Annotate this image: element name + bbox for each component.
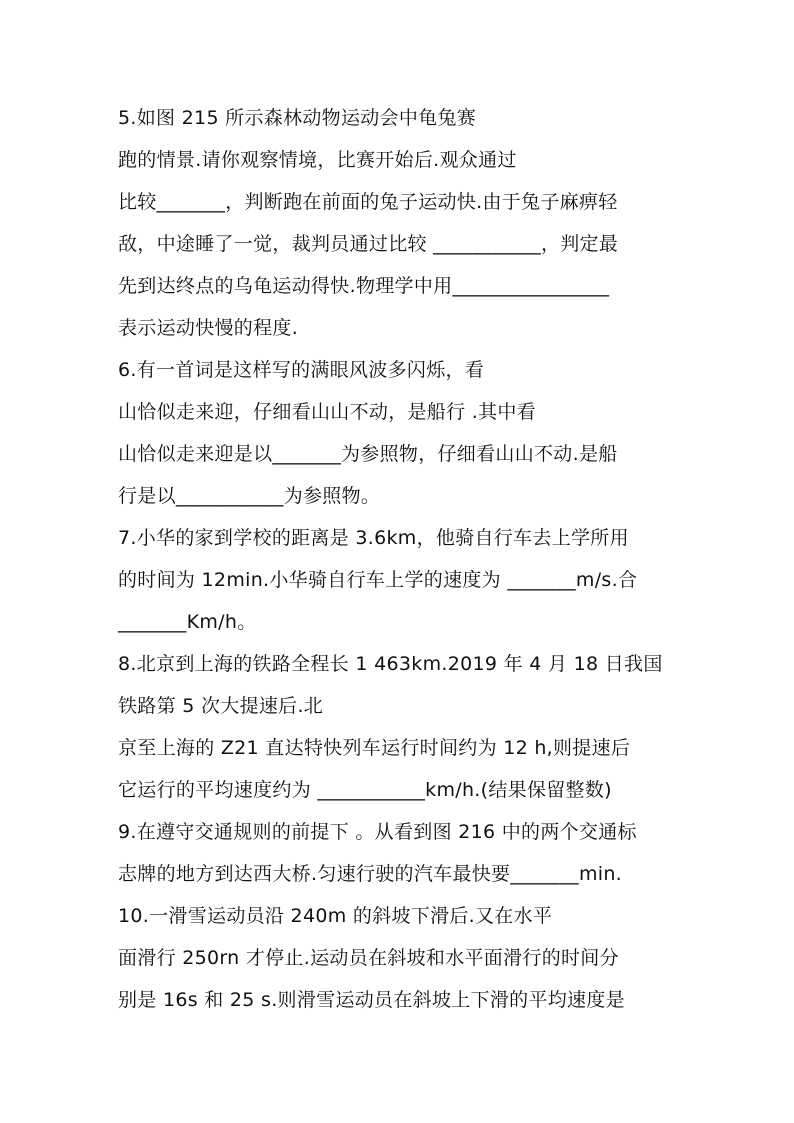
q9-line-1: 9.在遵守交通规则的前提下 。从看到图 216 中的两个交通标	[118, 821, 637, 843]
q6-line-1: 6.有一首词是这样写的满眼风波多闪烁，看	[118, 359, 485, 381]
q5-line-3: 比较_______，判断跑在前面的兔子运动快.由于兔子麻痹轻	[118, 191, 618, 213]
q6-line-4: 行是以___________为参照物。	[118, 485, 381, 507]
q7-line-1: 7.小华的家到学校的距离是 3.6km，他骑自行车去上学所用	[118, 527, 629, 549]
q7-line-2: 的时间为 12min.小华骑自行车上学的速度为 _______m/s.合	[118, 569, 638, 591]
q5-line-2: 跑的情景.请你观察情境，比赛开始后.观众通过	[118, 149, 517, 171]
q8-line-2: 铁路第 5 次大提速后.北	[118, 695, 324, 717]
q10-line-1: 10.一滑雪运动员沿 240m 的斜坡下滑后.又在水平	[118, 905, 553, 927]
q5-line-1: 5.如图 215 所示森林动物运动会中龟兔赛	[118, 107, 477, 129]
q8-line-1: 8.北京到上海的铁路全程长 1 463km.2019 年 4 月 18 日我国	[118, 653, 663, 675]
q6-line-3: 山恰似走来迎是以_______为参照物，仔细看山山不动.是船	[118, 443, 618, 465]
q8-line-3: 京至上海的 Z21 直达特快列车运行时间约为 12 h,则提速后	[118, 737, 631, 759]
q7-line-3: _______Km/h。	[118, 611, 257, 633]
q5-line-5: 先到达终点的乌龟运动得快.物理学中用________________	[118, 275, 610, 297]
q5-line-4: 敌，中途睡了一觉，裁判员通过比较 ___________，判定最	[118, 233, 619, 255]
q6-line-2: 山恰似走来迎，仔细看山山不动，是船行 .其中看	[118, 401, 536, 423]
q10-line-3: 别是 16s 和 25 s.则滑雪运动员在斜坡上下滑的平均速度是	[118, 989, 625, 1011]
q10-line-2: 面滑行 250rn 才停止.运动员在斜坡和水平面滑行的时间分	[118, 947, 619, 969]
q8-line-4: 它运行的平均速度约为 ___________km/h.(结果保留整数)	[118, 779, 612, 801]
q5-line-6: 表示运动快慢的程度.	[118, 317, 299, 339]
q9-line-2: 志牌的地方到达西大桥.匀速行驶的汽车最快要_______min.	[118, 863, 623, 885]
